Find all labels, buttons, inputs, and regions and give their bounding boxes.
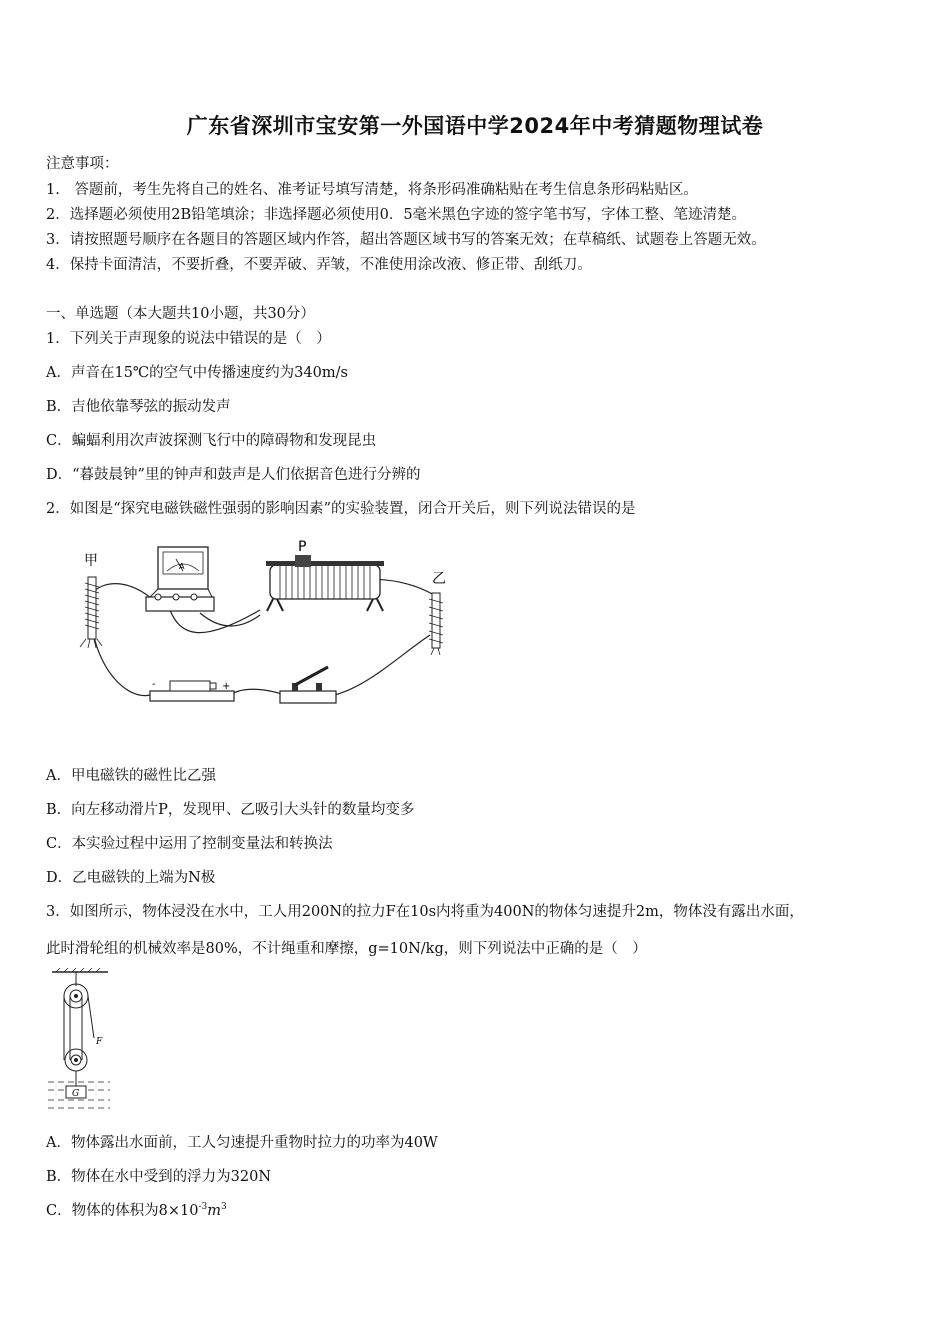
q3-option-c bbox=[46, 1199, 227, 1220]
q1-option-d: D．“暮鼓晨钟”里的钟声和鼓声是人们依据音色进行分辨的 bbox=[46, 467, 421, 483]
notice-item-3: 3．请按照题号顺序在各题目的答题区域内作答，超出答题区域书写的答案无效；在草稿纸、试题卷上答题无效。 bbox=[46, 232, 766, 248]
electromagnet-circuit-figure bbox=[70, 535, 470, 720]
q1-option-b: B．吉他依靠琴弦的振动发声 bbox=[46, 399, 231, 415]
page-title: 广东省深圳市宝安第一外国语中学2024年中考猜题物理试卷 bbox=[186, 114, 764, 138]
q2-stem: 2．如图是“探究电磁铁磁性强弱的影响因素”的实验装置，闭合开关后，则下列说法错误的是 bbox=[46, 501, 636, 517]
notice-item-2: 2．选择题必须使用2B铅笔填涂；非选择题必须使用0．5毫米黑色字迹的签字笔书写，字体工整、笔迹清楚。 bbox=[46, 207, 747, 223]
right-electromagnet bbox=[429, 593, 443, 655]
label-minus: - bbox=[152, 679, 156, 690]
q3-option-b: B．物体在水中受到的浮力为320N bbox=[46, 1169, 272, 1185]
q3-stem-line2: 此时滑轮组的机械效率是80%，不计绳重和摩擦，g=10N/kg，则下列说法中正确的是（ ） bbox=[46, 941, 647, 957]
q3-option-c-unit-exponent: 3 bbox=[220, 1202, 227, 1213]
label-plus: + bbox=[222, 681, 231, 692]
sliding-rheostat bbox=[266, 555, 384, 611]
label-object: G bbox=[72, 1089, 80, 1099]
q3-option-c-text: C．物体的体积为8×10 bbox=[46, 1203, 199, 1219]
notice-item-1: 1. 答题前，考生先将自己的姓名、准考证号填写清楚，将条形码准确粘贴在考生信息条形码粘贴区。 bbox=[46, 182, 698, 198]
q2-option-d: D．乙电磁铁的上端为N极 bbox=[46, 870, 216, 886]
label-ammeter: A bbox=[179, 562, 185, 571]
q1-option-a: A．声音在15℃的空气中传播速度约为340m/s bbox=[46, 365, 348, 381]
notice-heading: 注意事项： bbox=[46, 156, 119, 172]
knife-switch bbox=[280, 667, 336, 703]
label-p: P bbox=[298, 539, 307, 555]
q3-option-a: A．物体露出水面前，工人匀速提升重物时拉力的功率为40W bbox=[46, 1135, 438, 1151]
section-heading: 一、单选题（本大题共10小题，共30分） bbox=[46, 306, 315, 322]
q2-option-c: C．本实验过程中运用了控制变量法和转换法 bbox=[46, 836, 333, 852]
q2-option-a: A．甲电磁铁的磁性比乙强 bbox=[46, 768, 216, 784]
pulley-system-figure bbox=[44, 968, 124, 1116]
ammeter bbox=[146, 547, 214, 611]
q3-option-c-unit: m bbox=[207, 1203, 221, 1219]
label-yi: 乙 bbox=[432, 571, 446, 587]
label-jia: 甲 bbox=[84, 553, 98, 569]
q2-option-b: B．向左移动滑片P，发现甲、乙吸引大头针的数量均变多 bbox=[46, 802, 415, 818]
q1-option-c: C．蝙蝠利用次声波探测飞行中的障碍物和发现昆虫 bbox=[46, 433, 377, 449]
notice-item-4: 4．保持卡面清洁，不要折叠，不要弄破、弄皱，不准使用涂改液、修正带、刮纸刀。 bbox=[46, 257, 592, 273]
q3-stem-line1: 3．如图所示，物体浸没在水中，工人用200N的拉力F在10s内将重为400N的物体匀速提升2m，物体没有露出水面， bbox=[46, 904, 804, 920]
q1-stem: 1．下列关于声现象的说法中错误的是（ ） bbox=[46, 331, 331, 347]
q3-option-c-exponent: -3 bbox=[198, 1202, 208, 1213]
label-force: F bbox=[96, 1037, 103, 1047]
